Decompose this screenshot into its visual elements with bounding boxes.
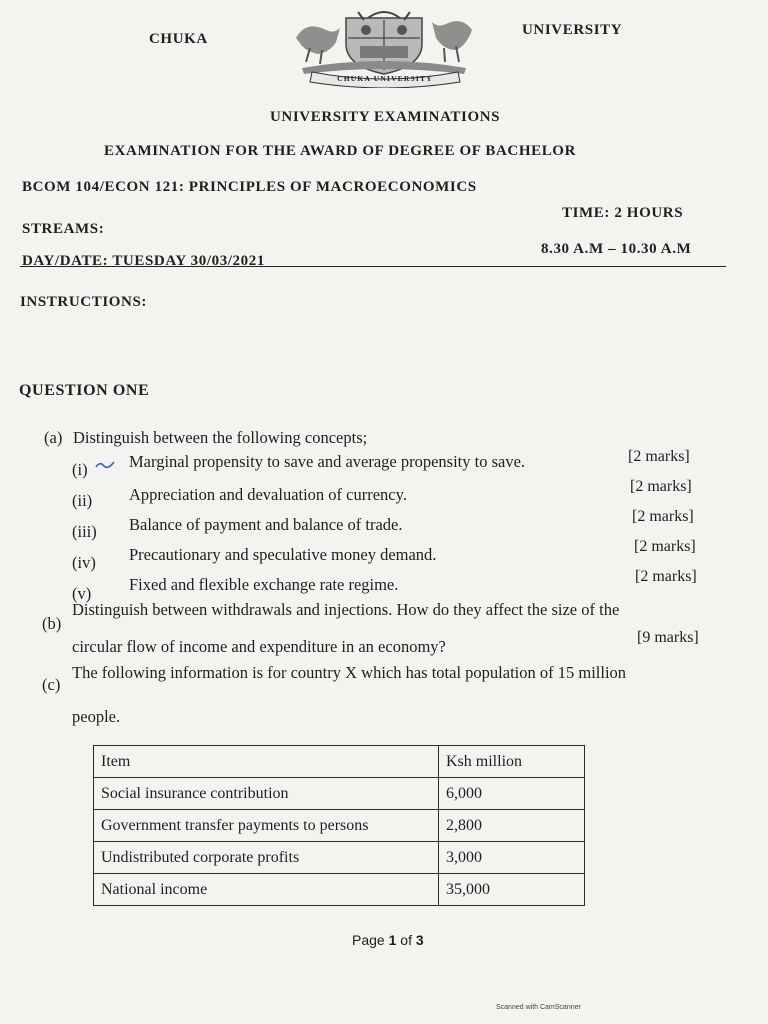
item-text: Precautionary and speculative money demand.: [129, 545, 437, 564]
table-header-row: [94, 746, 585, 778]
item-number: (iii): [72, 522, 97, 541]
page-total: 3: [415, 932, 424, 948]
seal-ribbon-text: CHUKA UNIVERSITY: [337, 74, 433, 83]
part-b-line-2: circular flow of income and expenditure in an economy?: [72, 637, 446, 656]
table-cell-item: Undistributed corporate profits: [94, 842, 439, 874]
item-marks: [2 marks]: [632, 508, 694, 525]
pen-tick-icon: [94, 458, 116, 477]
table-cell-value: 2,800: [439, 810, 585, 842]
table-header-cell: Ksh million: [439, 746, 585, 778]
part-c-line-2: people.: [72, 707, 121, 726]
part-c-label: (c): [42, 675, 61, 694]
page-number: [352, 932, 424, 948]
scanner-watermark: Scanned with CamScanner: [496, 1004, 581, 1011]
day-date: DAY/DATE: TUESDAY 30/03/2021: [22, 253, 265, 269]
item-number: (v): [72, 584, 92, 603]
exam-award-title: EXAMINATION FOR THE AWARD OF DEGREE OF BACHELOR: [104, 143, 576, 159]
page-current: 1: [388, 932, 397, 948]
item-text: Marginal propensity to save and average propensity to save.: [129, 452, 526, 471]
table-row: [94, 842, 585, 874]
table-cell-value: 3,000: [439, 842, 585, 874]
course-title: BCOM 104/ECON 121: PRINCIPLES OF MACROECONOMICS: [22, 179, 477, 195]
table-cell-value: 6,000: [439, 778, 585, 810]
header-right-word: UNIVERSITY: [522, 22, 623, 38]
part-b-marks: [9 marks]: [637, 629, 699, 646]
item-marks: [2 marks]: [628, 448, 690, 465]
part-c-line-1: The following information is for country X which has total population of 15 million: [72, 663, 627, 682]
national-income-table: [93, 745, 585, 906]
item-number: (ii): [72, 491, 93, 510]
exam-hours: 8.30 A.M – 10.30 A.M: [541, 241, 692, 257]
table-cell-value: 35,000: [439, 874, 585, 906]
table-row: [94, 874, 585, 906]
exams-title: UNIVERSITY EXAMINATIONS: [270, 109, 501, 125]
item-text: Fixed and flexible exchange rate regime.: [129, 575, 399, 594]
item-marks: [2 marks]: [635, 568, 697, 585]
item-text: Balance of payment and balance of trade.: [129, 515, 403, 534]
instructions-label: INSTRUCTIONS:: [20, 294, 147, 310]
table-row: [94, 778, 585, 810]
item-number: (iv): [72, 553, 96, 572]
table-cell-item: Social insurance contribution: [94, 778, 439, 810]
streams-label: STREAMS:: [22, 221, 105, 237]
table-row: [94, 810, 585, 842]
table-header-cell: Item: [94, 746, 439, 778]
item-marks: [2 marks]: [630, 478, 692, 495]
time-allowed: TIME: 2 HOURS: [562, 205, 684, 221]
part-a-label: (a): [44, 428, 63, 447]
table-cell-item: National income: [94, 874, 439, 906]
page-prefix: Page: [352, 932, 385, 948]
table-cell-item: Government transfer payments to persons: [94, 810, 439, 842]
part-b-label: (b): [42, 614, 62, 633]
university-crest-logo: [288, 8, 480, 88]
item-number: (i): [72, 460, 88, 479]
item-text: Appreciation and devaluation of currency.: [129, 485, 407, 504]
header-left-word: CHUKA: [149, 31, 208, 47]
page-of: of: [400, 932, 412, 948]
question-title: QUESTION ONE: [19, 382, 150, 399]
header-divider: [20, 266, 726, 267]
item-marks: [2 marks]: [634, 538, 696, 555]
part-b-line-1: Distinguish between withdrawals and injections. How do they affect the size of the: [72, 600, 620, 619]
part-a-text: Distinguish between the following concepts;: [73, 428, 368, 447]
